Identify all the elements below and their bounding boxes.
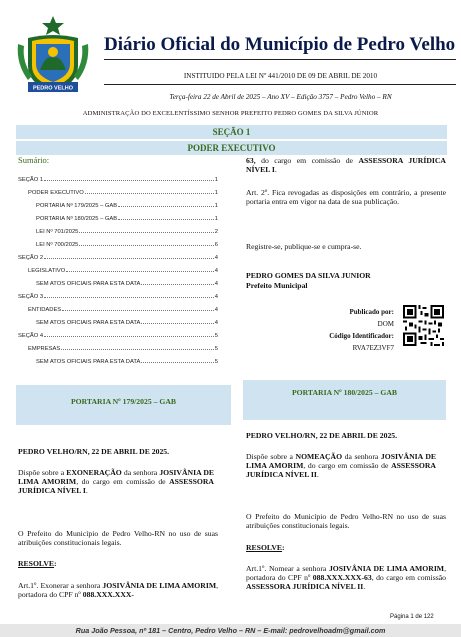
portaria-180-article-1: Art.1º. Nomear a senhora JOSIVÂNIA DE LIMA AMORIM, portadora do CPF nº 088.XXX.XXX-63, do cargo em comissão ASSESSORA JURÍDICA NÍVEL II. bbox=[246, 564, 446, 592]
toc-item[interactable]: LEGISLATIVO 4 bbox=[28, 268, 218, 274]
portaria-179-title-band bbox=[16, 385, 231, 425]
portaria-179-preamble: O Prefeito do Município de Pedro Velho-RN no uso de suas atribuições constitucionais legais. bbox=[18, 529, 218, 548]
toc-item[interactable]: ENTIDADES 4 bbox=[28, 307, 218, 313]
toc-item[interactable]: EMPRESAS 5 bbox=[28, 346, 218, 352]
toc-item[interactable]: SEÇÃO 3 4 bbox=[18, 294, 218, 300]
toc-item[interactable]: SEM ATOS OFICIAIS PARA ESTA DATA 4 bbox=[36, 320, 218, 326]
portaria-180-resolve: RESOLVE: bbox=[246, 543, 285, 552]
portaria-179-title: PORTARIA Nº 179/2025 – GAB bbox=[70, 397, 177, 406]
code-value: RVA7EZ3VF7 bbox=[352, 344, 394, 352]
portaria-180-title-band bbox=[243, 380, 446, 420]
page-number: Página 1 de 122 bbox=[390, 614, 434, 620]
section-title-band: PODER EXECUTIVO bbox=[16, 141, 447, 155]
toc-item[interactable]: PORTARIA Nº 180/2025 – GAB 1 bbox=[36, 216, 218, 222]
footer-address: Rua João Pessoa, nº 181 – Centro, Pedro Velho – RN – E-mail: pedrovelhoadm@gmail.com bbox=[0, 624, 461, 637]
toc-item[interactable]: SEÇÃO 2 4 bbox=[18, 255, 218, 261]
published-by-label: Publicado por: bbox=[349, 308, 394, 316]
toc-item[interactable]: PODER EXECUTIVO 1 bbox=[28, 190, 218, 196]
portaria-179-article-1: Art.1º. Exonerar a senhora JOSIVÂNIA DE LIMA AMORIM, portadora do CPF nº 088.XXX.XXX- bbox=[18, 581, 218, 600]
toc-item[interactable]: LEI Nº 701/2025 2 bbox=[36, 229, 218, 235]
administration-line: ADMINISTRAÇÃO DO EXCELENTÍSSIMO SENHOR PREFEITO PEDRO GOMES DA SILVA JÚNIOR bbox=[82, 110, 379, 117]
header-divider bbox=[104, 59, 456, 60]
toc-item[interactable]: SEÇÃO 1 1 bbox=[18, 177, 218, 183]
signer-name: PEDRO GOMES DA SILVA JUNIOR bbox=[246, 271, 371, 280]
code-label: Código Identificador: bbox=[329, 332, 394, 340]
portaria-179-resolve: RESOLVE: bbox=[18, 559, 57, 568]
qr-code-icon bbox=[403, 305, 444, 346]
edition-line: Terça-feira 22 de Abril de 2025 – Ano XV – Edição 3757 – Pedro Velho – RN bbox=[169, 93, 392, 101]
municipal-coat-of-arms-logo bbox=[14, 14, 92, 96]
published-by-value: DOM bbox=[377, 320, 394, 328]
portaria-180-date: PEDRO VELHO/RN, 22 DE ABRIL DE 2025. bbox=[246, 431, 398, 440]
portaria-180-summary: Dispõe sobre a NOMEAÇÃO da senhora JOSIVÂNIA DE LIMA AMORIM, do cargo em comissão de ASSESSORA JURÍDICA NÍVEL II. bbox=[246, 452, 437, 480]
toc-item[interactable]: SEM ATOS OFICIAIS PARA ESTA DATA 5 bbox=[36, 359, 218, 365]
header-divider bbox=[104, 84, 456, 85]
toc-item[interactable]: SEÇÃO 4 5 bbox=[18, 333, 218, 339]
portaria-180-title: PORTARIA Nº 180/2025 – GAB bbox=[291, 388, 398, 397]
newspaper-title: Diário Oficial do Município de Pedro Velho bbox=[104, 34, 456, 55]
toc-item[interactable]: PORTARIA Nº 179/2025 – GAB 1 bbox=[36, 203, 218, 209]
article-2-paragraph: Art. 2º. Fica revogadas as disposições em contrário, a presente portaria entra em vigor na data de sua publicação. bbox=[246, 188, 446, 207]
register-line: Registre-se, publique-se e cumpra-se. bbox=[246, 242, 362, 251]
portaria-179-date: PEDRO VELHO/RN, 22 DE ABRIL DE 2025. bbox=[18, 447, 170, 456]
toc-item[interactable]: SEM ATOS OFICIAIS PARA ESTA DATA 4 bbox=[36, 281, 218, 287]
summary-title: Sumário: bbox=[18, 155, 50, 165]
portaria-180-preamble: O Prefeito do Município de Pedro Velho-RN no uso de suas atribuições constitucionais legais. bbox=[246, 512, 446, 531]
svg-text:PEDRO VELHO: PEDRO VELHO bbox=[32, 85, 74, 92]
portaria-179-summary: Dispõe sobre a EXONERAÇÃO da senhora JOSIVÂNIA DE LIMA AMORIM, do cargo em comissão de ASSESSORA JURÍDICA NÍVEL I. bbox=[18, 468, 215, 496]
publication-info bbox=[290, 306, 394, 354]
continuation-paragraph: 63, do cargo em comissão de ASSESSORA JURÍDICA NÍVEL I. bbox=[246, 156, 446, 175]
signer-role: Prefeito Municipal bbox=[246, 281, 308, 290]
toc-item[interactable]: LEI Nº 700/2025 6 bbox=[36, 242, 218, 248]
law-reference: INSTITUIDO PELA LEI Nº 441/2010 DE 09 DE ABRIL DE 2010 bbox=[183, 72, 378, 80]
section-label-band: SEÇÃO 1 bbox=[16, 125, 447, 139]
